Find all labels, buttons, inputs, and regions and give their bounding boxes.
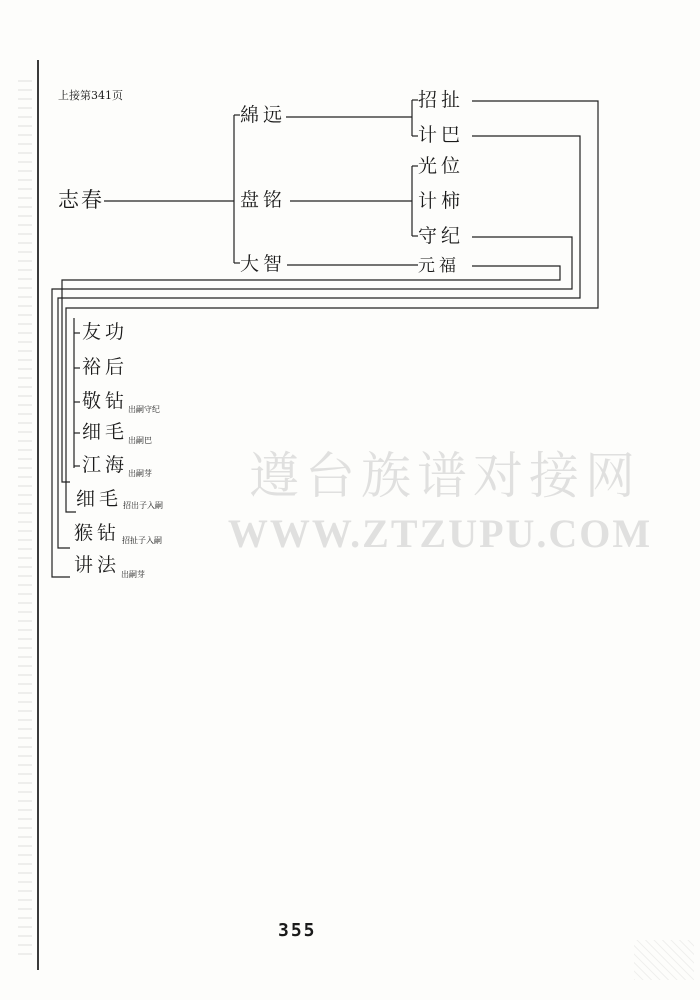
person-gen4-5-note: 出嗣芽 <box>128 469 152 478</box>
person-gen4-7-note: 招扯子入嗣 <box>122 536 162 545</box>
person-gen4-2: 裕后 <box>82 356 129 378</box>
person-gen4-7: 猴钻 <box>74 522 121 544</box>
person-gen3-3: 光位 <box>418 155 465 177</box>
watermark-en: WWW.ZTZUPU.COM <box>227 511 653 556</box>
person-zhichun: 志春 <box>58 188 104 212</box>
person-gen3-4: 计柿 <box>418 190 465 212</box>
person-gen4-1: 友功 <box>82 321 129 343</box>
person-gen2-2: 盘铭 <box>240 189 287 211</box>
watermark-cn: 遵台族谱对接网 <box>249 447 641 505</box>
person-gen4-5: 江海 <box>82 454 129 476</box>
person-gen3-6: 元福 <box>418 256 460 276</box>
person-gen4-8: 讲法 <box>74 554 121 576</box>
header-note: 上接第341页 <box>58 89 123 102</box>
person-gen4-3: 敬钻 <box>82 390 129 412</box>
person-gen4-4: 细毛 <box>82 421 129 443</box>
person-gen3-1: 招扯 <box>418 89 465 111</box>
person-gen3-2: 计巴 <box>418 124 465 146</box>
person-gen2-1: 綿远 <box>240 104 287 126</box>
person-gen4-3-note: 出嗣守纪 <box>128 405 160 414</box>
person-gen3-5: 守纪 <box>418 225 465 247</box>
person-gen2-3: 大智 <box>240 253 287 275</box>
person-gen4-6-note: 招出子入嗣 <box>123 501 163 510</box>
person-gen4-4-note: 出嗣巴 <box>128 436 152 445</box>
person-gen4-8-note: 出嗣芽 <box>121 570 145 579</box>
page-number: 355 <box>278 920 317 941</box>
person-gen4-6: 细毛 <box>76 488 123 510</box>
